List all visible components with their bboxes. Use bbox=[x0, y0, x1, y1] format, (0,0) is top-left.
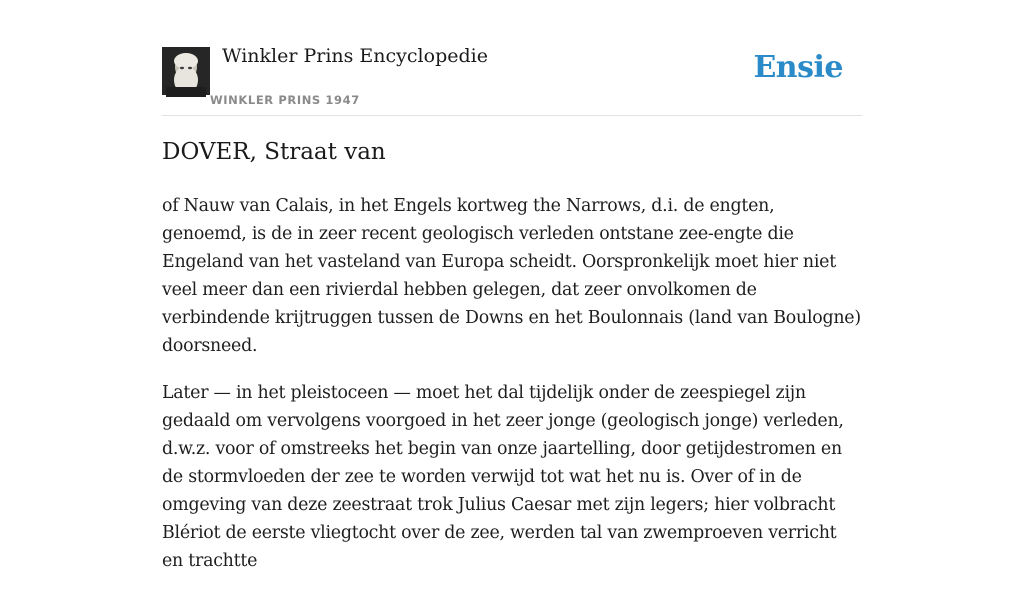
article-paragraph: Later — in het pleistoceen — moet het dal tijdelijk onder de zeespiegel zijn gedaald om vervolgens voorgoed in het zeer jonge (geologisch jonge) verleden, d.w.z. voor of omstreeks het begin van onze jaartelling, door getijdestromen en de stormvloeden der zee te worden verwijd tot wat het nu is. Over of in de omgeving van deze zeestraat trok Julius Caesar met zijn legers; hier volbracht Blériot de eerste vliegtocht over de zee, werden tal van zwemproeven verricht en trachtte bbox=[162, 383, 844, 571]
source-title-link[interactable]: Winkler Prins Encyclopedie bbox=[222, 45, 488, 67]
source-edition-label: WINKLER PRINS 1947 bbox=[210, 93, 360, 107]
source-avatar[interactable] bbox=[162, 47, 210, 95]
source-header bbox=[162, 0, 862, 116]
content-column bbox=[162, 0, 862, 571]
portrait-avatar-icon bbox=[162, 47, 210, 95]
ensie-logo-link[interactable]: Ensie bbox=[753, 50, 843, 85]
article-title: DOVER, Straat van bbox=[162, 139, 386, 165]
article-body bbox=[162, 192, 862, 594]
article-paragraph: of Nauw van Calais, in het Engels kortweg the Narrows, d.i. de engten, genoemd, is de in zeer recent geologisch verleden ontstane zee-engte die Engeland van het vasteland van Europa scheidt. Oorspronkelijk moet hier niet veel meer dan een rivierdal hebben gelegen, dat zeer onvolkomen de verbindende krijtruggen tussen de Downs en het Boulonnais (land van Boulogne) doorsneed. bbox=[162, 196, 861, 356]
